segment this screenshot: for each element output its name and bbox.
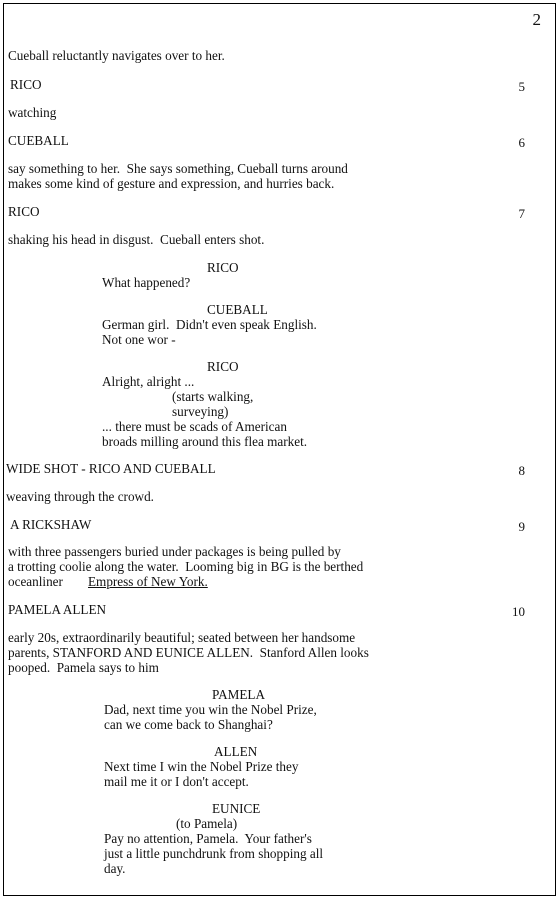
dialogue-line: mail me it or I don't accept. [104,774,249,789]
character-name: EUNICE [212,801,261,816]
action-line: early 20s, extraordinarily beautiful; seated between her handsome [8,630,356,645]
scene-heading: PAMELA ALLEN [8,602,107,617]
dialogue-line: Pay no attention, Pamela. Your father's [104,831,312,846]
scene-heading: RICO [10,77,42,92]
action-line: oceanliner [8,574,67,589]
character-name: RICO [207,359,239,374]
action-line: pooped. Pamela says to him [8,660,159,675]
dialogue-line: broads milling around this flea market. [102,434,308,449]
dialogue-line: Dad, next time you win the Nobel Prize, [104,702,317,717]
scene-heading: RICO [8,204,40,219]
character-name: CUEBALL [207,302,268,317]
scene-number: 9 [518,519,525,534]
character-name: RICO [207,260,239,275]
dialogue-line: Not one wor - [102,332,176,347]
scene-number: 5 [518,79,525,94]
dialogue-line: can we come back to Shanghai? [104,717,273,732]
dialogue-line: just a little punchdrunk from shopping all [104,846,324,861]
action-line: with three passengers buried under packages is being pulled by [8,544,341,559]
scene-heading: WIDE SHOT - RICO AND CUEBALL [6,461,216,476]
scene-heading: CUEBALL [8,133,69,148]
action-line: a trotting coolie along the water. Looming big in BG is the berthed [8,559,364,574]
dialogue-line: Alright, alright ... [102,374,195,389]
scene-number: 8 [518,463,525,478]
dialogue-line: What happened? [102,275,191,290]
parenthetical: surveying) [172,404,229,419]
dialogue-line: Next time I win the Nobel Prize they [104,759,299,774]
scene-number: 7 [518,206,525,221]
action-line: shaking his head in disgust. Cueball enters shot. [8,232,265,247]
ship-name-underlined: Empress of New York. [88,574,208,589]
dialogue-line: ... there must be scads of American [102,419,287,434]
action-line: watching [8,105,57,120]
character-name: PAMELA [212,687,266,702]
character-name: ALLEN [214,744,258,759]
action-line: parents, STANFORD AND EUNICE ALLEN. Stanford Allen looks [8,645,369,660]
action-line: say something to her. She says something, Cueball turns around [8,161,348,176]
scene-number: 10 [512,604,525,619]
scene-heading: A RICKSHAW [10,517,92,532]
action-line: weaving through the crowd. [6,489,154,504]
script-page [3,3,556,896]
action-line: makes some kind of gesture and expression, and hurries back. [8,176,335,191]
parenthetical: (to Pamela) [176,816,238,831]
scene-number: 6 [518,135,525,150]
dialogue-line: German girl. Didn't even speak English. [102,317,317,332]
action-line: Cueball reluctantly navigates over to her. [8,48,225,63]
dialogue-line: day. [104,861,126,876]
page-number: 2 [532,10,541,29]
parenthetical: (starts walking, [172,389,254,404]
